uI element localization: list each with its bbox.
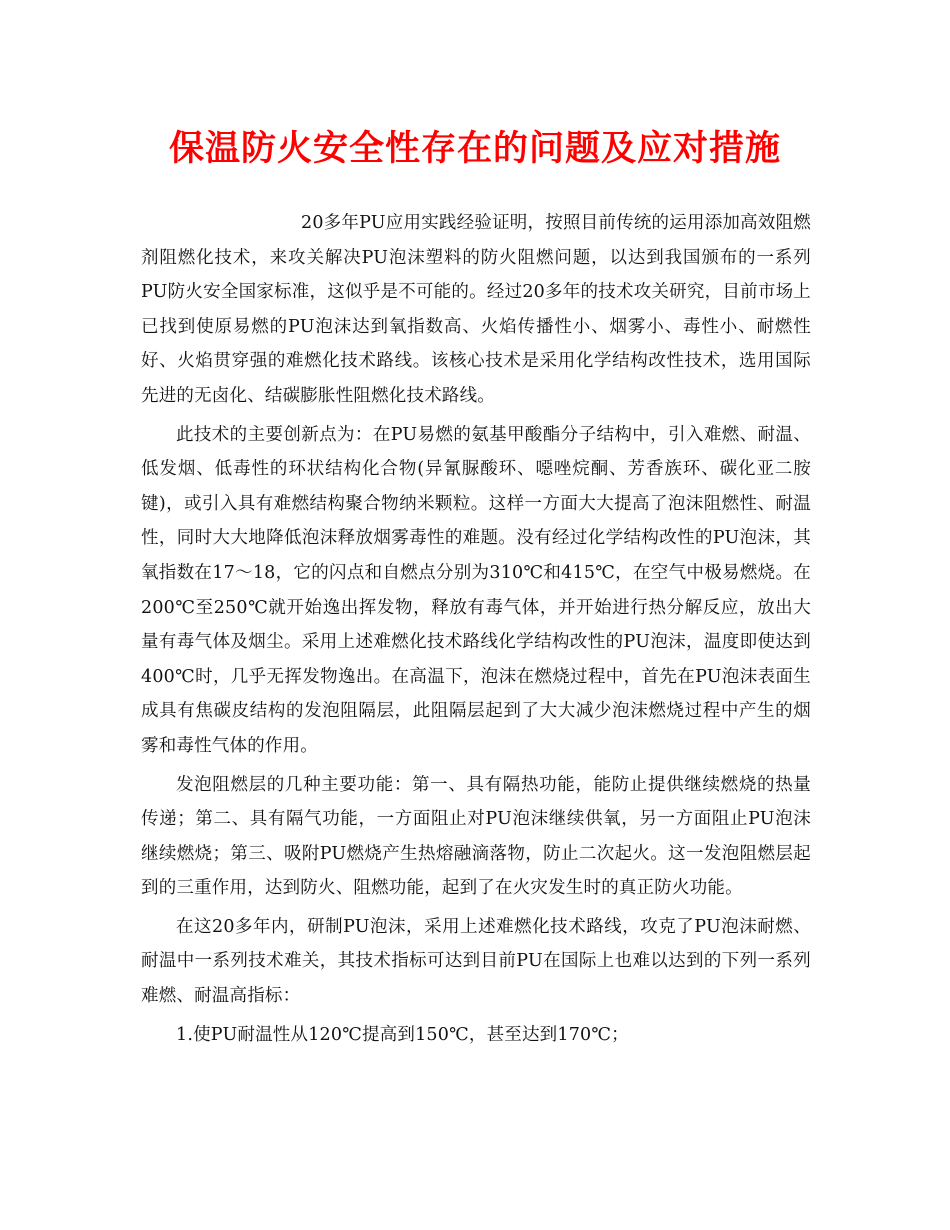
paragraph-achievements: 在这20多年内，研制PU泡沫，采用上述难燃化技术路线，攻克了PU泡沫耐燃、耐温中一系列技术难关，其技术指标可达到目前PU在国际上也难以达到的下列一系列难燃、耐温高指标： (141, 916, 811, 1007)
paragraph-functions: 发泡阻燃层的几种主要功能：第一、具有隔热功能，能防止提供继续燃烧的热量传递；第二、具有隔气功能，一方面阻止对PU泡沫继续供氧，另一方面阻止PU泡沫继续燃烧；第三、吸附PU燃烧产生热熔融滴落物，防止二次起火。这一发泡阻燃层起到的三重作用，达到防火、阻燃功能，起到了在火灾发生时的真正防火功能。 (141, 774, 811, 899)
list-item-heat-resistance: 1.使PU耐温性从120℃提高到150℃，甚至达到170℃； (176, 1024, 629, 1045)
document-body (141, 206, 811, 1052)
paragraph-intro: 20多年PU应用实践经验证明，按照目前传统的运用添加高效阻燃剂阻燃化技术，来攻关解决PU泡沫塑料的防火阻燃问题，以达到我国颁布的一系列PU防火安全国家标准，这似乎是不可能的。经过20多年的技术攻关研究，目前市场上已找到使原易燃的PU泡沫达到氧指数高、火焰传播性小、烟雾小、毒性小、耐燃性好、火焰贯穿强的难燃化技术路线。该核心技术是采用化学结构改性技术，选用国际先进的无卤化、结碳膨胀性阻燃化技术路线。 (141, 213, 811, 406)
paragraph-innovation: 此技术的主要创新点为：在PU易燃的氨基甲酸酯分子结构中，引入难燃、耐温、低发烟、低毒性的环状结构化合物(异氰脲酸环、噁唑烷酮、芳香族环、碳化亚二胺键)，或引入具有难燃结构聚合物纳米颗粒。这样一方面大大提高了泡沫阻燃性、耐温性，同时大大地降低泡沫释放烟雾毒性的难题。没有经过化学结构改性的PU泡沫，其氧指数在17～18，它的闪点和自燃点分别为310℃和415℃，在空气中极易燃烧。在200℃至250℃就开始逸出挥发物，释放有毒气体，并开始进行热分解反应，放出大量有毒气体及烟尘。采用上述难燃化技术路线化学结构改性的PU泡沫，温度即使达到400℃时，几乎无挥发物逸出。在高温下，泡沫在燃烧过程中，首先在PU泡沫表面生成具有焦碳皮结构的发泡阻隔层，此阻隔层起到了大大减少泡沫燃烧过程中产生的烟雾和毒性气体的作用。 (141, 424, 811, 756)
document-title: 保温防火安全性存在的问题及应对措施 (168, 128, 781, 169)
